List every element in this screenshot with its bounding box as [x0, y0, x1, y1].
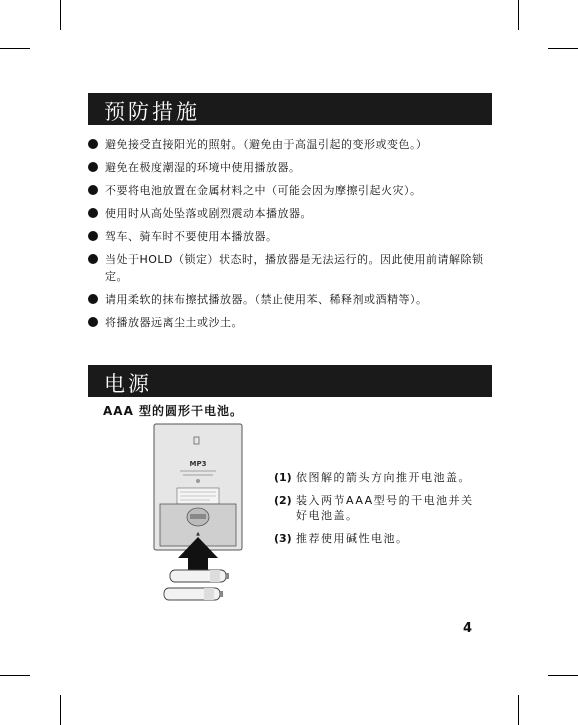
- precaution-item: 将播放器远离尘土或沙土。: [88, 314, 492, 331]
- device-logo: MP3: [189, 460, 207, 468]
- battery-icon: [170, 570, 229, 582]
- bullet-icon: [88, 317, 98, 327]
- precaution-item: 当处于HOLD（锁定）状态时，播放器是无法运行的。因此使用前请解除锁定。: [88, 251, 492, 285]
- step-text: 依图解的箭头方向推开电池盖。: [296, 471, 471, 484]
- precaution-item: 不要将电池放置在金属材料之中（可能会因为摩擦引起火灾）。: [88, 182, 492, 199]
- precaution-item: 避免接受直接阳光的照射。（避免由于高温引起的变形或变色。）: [88, 136, 492, 153]
- crop-mark-top-right: [518, 0, 519, 30]
- crop-mark-top-left-h: [0, 48, 30, 49]
- step-item: [274, 470, 474, 485]
- device-body: [154, 424, 242, 550]
- bullet-icon: [88, 254, 98, 264]
- bullet-icon: [88, 162, 98, 172]
- page-number: 4: [463, 621, 473, 636]
- crop-mark-bottom-left: [60, 695, 61, 725]
- bullet-icon: [88, 185, 98, 195]
- step-text: 装入两节AAA型号的干电池并关好电池盖。: [296, 494, 474, 522]
- bullet-icon: [88, 231, 98, 241]
- precaution-item: 使用时从高处坠落或剧烈震动本播放器。: [88, 205, 492, 222]
- step-number: (3): [274, 532, 292, 545]
- section-precautions-header: [88, 93, 492, 125]
- crop-mark-bottom-right-h: [548, 675, 578, 676]
- svg-text:▲: ▲: [196, 531, 200, 537]
- section-power-title: 电源: [104, 372, 152, 396]
- battery-steps-list: [274, 470, 474, 554]
- bullet-icon: [88, 294, 98, 304]
- step-item: [274, 493, 474, 523]
- section-precautions-title: 预防措施: [104, 100, 200, 124]
- step-number: (2): [274, 494, 292, 507]
- crop-mark-top-left: [60, 0, 61, 30]
- battery-install-illustration: [150, 422, 250, 607]
- battery-icon: [164, 588, 223, 600]
- step-item: [274, 531, 474, 546]
- crop-mark-bottom-left-h: [0, 675, 30, 676]
- step-text: 推荐使用碱性电池。: [296, 532, 409, 545]
- crop-mark-bottom-right: [518, 695, 519, 725]
- step-number: (1): [274, 471, 292, 484]
- crop-mark-top-right-h: [548, 48, 578, 49]
- bullet-icon: [88, 139, 98, 149]
- precautions-list: [88, 136, 492, 337]
- precaution-item: 避免在极度潮湿的环境中使用播放器。: [88, 159, 492, 176]
- battery-type-text: AAA 型的圆形干电池。: [103, 404, 244, 418]
- section-power-header: [88, 365, 492, 397]
- bullet-icon: [88, 208, 98, 218]
- precaution-item: 请用柔软的抹布擦拭播放器。（禁止使用苯、稀释剂或酒精等）。: [88, 291, 492, 308]
- precaution-item: 驾车、骑车时不要使用本播放器。: [88, 228, 492, 245]
